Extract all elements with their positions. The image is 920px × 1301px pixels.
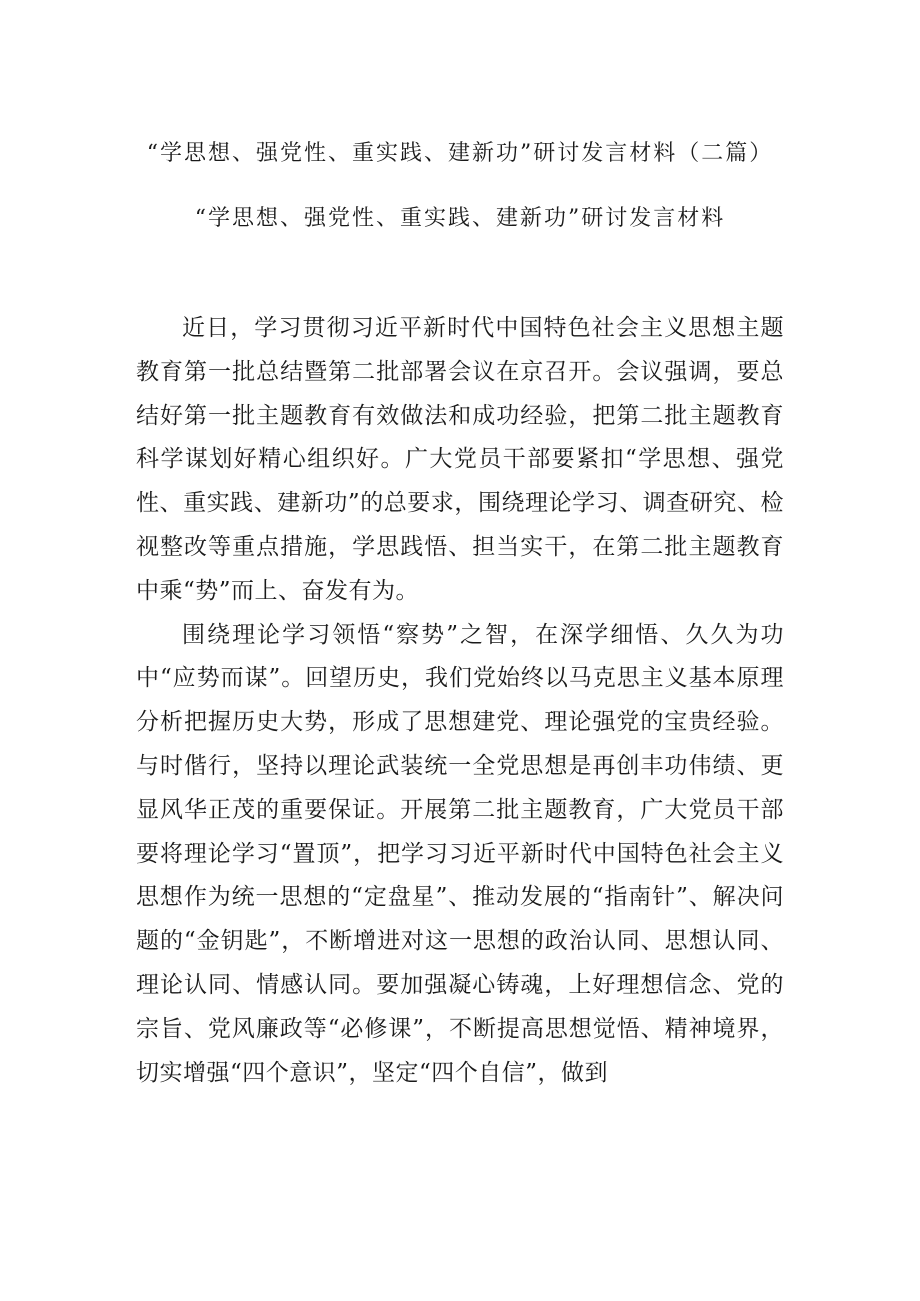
body-paragraph-2: 围绕理论学习领悟“察势”之智，在深学细悟、久久为功中“应势而谋”。回望历史，我们党始终以马克思主义基本原理分析把握历史大势，形成了思想建党、理论强党的宝贵经验。与时偕行，坚持以理论武装统一全党思想是再创丰功伟绩、更显风华正茂的重要保证。开展第二批主题教育，广大党员干部要将理论学习“置顶”，把学习习近平新时代中国特色社会主义思想作为统一思想的“定盘星”、推动发展的“指南针”、解决问题的“金钥匙”，不断增进对这一思想的政治认同、思想认同、理论认同、情感认同。要加强凝心铸魂，上好理想信念、党的宗旨、党风廉政等“必修课”，不断提高思想觉悟、精神境界，切实增强“四个意识”，坚定“四个自信”，做到 xyxy=(136,621,784,1086)
document-main-title: “学思想、强党性、重实践、建新功”研讨发言材料（二篇） xyxy=(146,141,774,166)
document-body xyxy=(136,307,784,1095)
document-subtitle: “学思想、强党性、重实践、建新功”研讨发言材料 xyxy=(194,206,726,231)
body-paragraph-1: 近日，学习贯彻习近平新时代中国特色社会主义思想主题教育第一批总结暨第二批部署会议在京召开。会议强调，要总结好第一批主题教育有效做法和成功经验，把第二批主题教育科学谋划好精心组织好。广大党员干部要紧扣“学思想、强党性、重实践、建新功”的总要求，围绕理论学习、调查研究、检视整改等重点措施，学思践悟、担当实干，在第二批主题教育中乘“势”而上、奋发有为。 xyxy=(136,315,784,604)
